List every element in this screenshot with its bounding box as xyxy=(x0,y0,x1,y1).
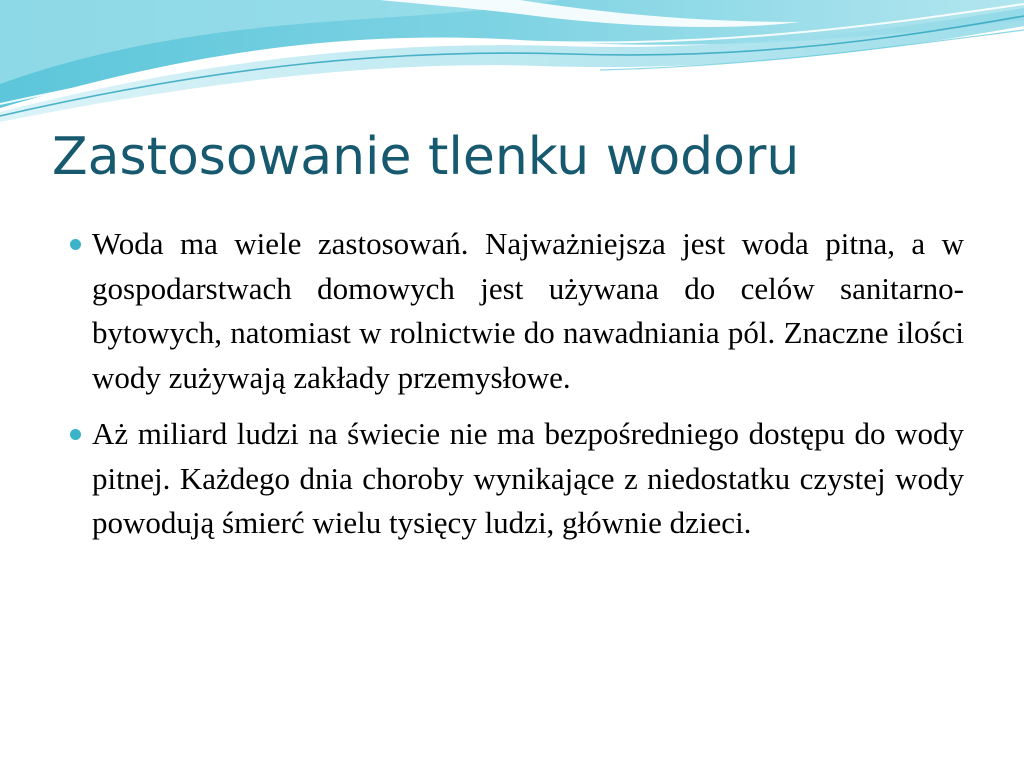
bullet-text: Aż miliard ludzi na świecie nie ma bezpośredniego dostępu do wody pitnej. Każdego dnia choroby wynikające z niedostatku czystej wody powodują śmierć wielu tysięcy ludzi, głównie dzieci. xyxy=(92,416,964,540)
slide-title: Zastosowanie tlenku wodoru xyxy=(52,127,800,187)
bullet-dot-icon xyxy=(70,429,81,440)
wave-header-decoration xyxy=(0,0,1024,130)
bullet-item xyxy=(64,412,964,546)
bullet-item xyxy=(64,222,964,400)
bullet-list xyxy=(64,222,964,558)
bullet-dot-icon xyxy=(70,239,81,250)
bullet-text: Woda ma wiele zastosowań. Najważniejsza jest woda pitna, a w gospodarstwach domowych jest używana do celów sanitarno-bytowych, natomiast w rolnictwie do nawadniania pól. Znaczne ilości wody zużywają zakłady przemysłowe. xyxy=(92,226,964,395)
